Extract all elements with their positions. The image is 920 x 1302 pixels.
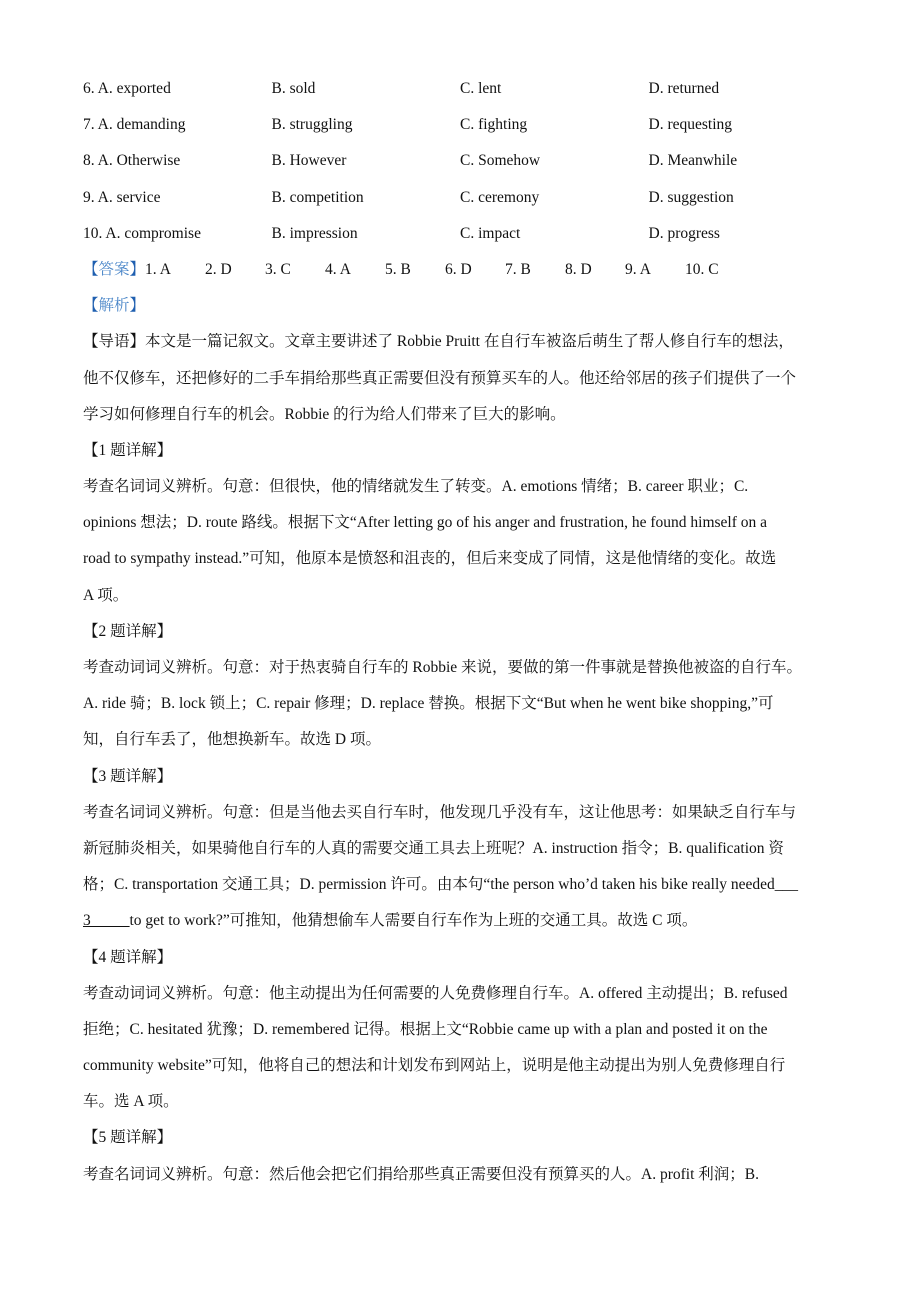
text-line: 考查名词词义辨析。句意：但很快，他的情绪就发生了转变。A. emotions 情绪；B. career 职业；C. — [83, 478, 749, 496]
option: 9. A. service — [83, 188, 161, 206]
option: C. lent — [460, 80, 502, 97]
option-row — [83, 216, 843, 252]
blank: ___ — [774, 876, 799, 894]
text-line: 考查名词词义辨析。句意：但是当他去买自行车时，他发现几乎没有车，这让他思考：如果缺乏自行车与 — [83, 803, 797, 821]
option: B. However — [271, 152, 347, 170]
answer-item: 10. C — [685, 260, 719, 278]
text-line: A 项。 — [83, 586, 129, 604]
answer-item: 1. A — [145, 260, 171, 278]
document-page — [83, 71, 843, 1193]
answer-item: 3. C — [265, 260, 291, 278]
answer-line — [83, 252, 843, 288]
text-line: road to sympathy instead.”可知，他原本是愤怒和沮丧的，但后来变成了同情，这是他情绪的变化。故选 — [83, 550, 777, 568]
option: B. impression — [271, 224, 358, 242]
text-line: community website”可知，他将自己的想法和计划发布到网站上，说明是他主动提出为别人免费修理自行 — [83, 1057, 786, 1075]
detail-heading: 【5 题详解】 — [83, 1129, 173, 1147]
option: D. requesting — [648, 116, 733, 134]
guide-label: 【导语】 — [83, 333, 146, 351]
answer-item: 4. A — [325, 260, 351, 278]
analysis-tag: 【解析】 — [83, 297, 146, 315]
option: C. impact — [460, 224, 521, 242]
answer-item: 5. B — [385, 260, 411, 278]
text-line: 车。选 A 项。 — [83, 1093, 179, 1111]
option: C. Somehow — [460, 152, 541, 170]
option-row — [83, 143, 843, 179]
option: B. competition — [271, 188, 364, 206]
text-line: 【导语】本文是一篇记叙文。文章主要讲述了 Robbie Pruitt 在自行车被盗后萌生了帮人修自行车的想法， — [83, 333, 794, 351]
text-line: 考查动词词义辨析。句意：他主动提出为任何需要的人免费修理自行车。A. offered 主动提出；B. refused — [83, 984, 788, 1002]
answer-item: 2. D — [205, 260, 232, 278]
text-line: A. ride 骑；B. lock 锁上；C. repair 修理；D. replace 替换。根据下文“But when he went bike shopping,”可 — [83, 695, 774, 713]
text-line: 考查动词词义辨析。句意：对于热衷骑自行车的 Robbie 来说，要做的第一件事就是替换他被盗的自行车。 — [83, 659, 803, 676]
detail-heading: 【3 题详解】 — [83, 767, 173, 785]
option: 10. A. compromise — [83, 224, 201, 242]
detail-heading: 【1 题详解】 — [83, 441, 173, 459]
option: 7. A. demanding — [83, 116, 186, 134]
text-line: 考查名词词义辨析。句意：然后他会把它们捐给那些真正需要但没有预算买的人。A. profit 利润；B. — [83, 1165, 759, 1183]
option: B. struggling — [271, 116, 353, 134]
text-line: 新冠肺炎相关，如果骑他自行车的人真的需要交通工具去上班呢？A. instruction 指令；B. qualification 资 — [83, 839, 784, 857]
option: D. suggestion — [648, 188, 734, 206]
option-row — [83, 71, 843, 107]
option-row — [83, 107, 843, 143]
text-line: 格；C. transportation 交通工具；D. permission 许可。由本句“the person who’d taken his bike really needed___ — [83, 876, 799, 894]
option: C. ceremony — [460, 188, 540, 206]
option: B. sold — [271, 80, 316, 97]
answer-item: 6. D — [445, 260, 472, 278]
text-line: opinions 想法；D. route 路线。根据下文“After letting go of his anger and frustration, he found himself on a — [83, 514, 768, 532]
answer-item: 7. B — [505, 260, 531, 278]
option: 6. A. exported — [83, 80, 171, 97]
option: 8. A. Otherwise — [83, 152, 181, 170]
option: C. fighting — [460, 116, 528, 134]
detail-heading: 【2 题详解】 — [83, 622, 173, 640]
answer-item: 9. A — [625, 260, 651, 278]
text-line: 3_____to get to work?”可推知，他猜想偷车人需要自行车作为上班的交通工具。故选 C 项。 — [83, 912, 698, 930]
answer-tag: 【答案】 — [83, 260, 146, 278]
option: D. returned — [648, 80, 720, 97]
blank: 3_____ — [83, 912, 130, 930]
option: D. progress — [648, 224, 720, 242]
text-line: 拒绝；C. hesitated 犹豫；D. remembered 记得。根据上文“Robbie came up with a plan and posted it on the — [83, 1020, 768, 1038]
detail-heading: 【4 题详解】 — [83, 948, 173, 966]
option: D. Meanwhile — [648, 152, 738, 170]
text-line: 知，自行车丢了，他想换新车。故选 D 项。 — [83, 731, 381, 749]
option-row — [83, 180, 843, 216]
text-line: 他不仅修车，还把修好的二手车捐给那些真正需要但没有预算买车的人。他还给邻居的孩子们提供了一个 — [83, 369, 797, 387]
answer-item: 8. D — [565, 260, 592, 278]
guide-paragraph — [83, 324, 843, 433]
text-line: 学习如何修理自行车的机会。Robbie 的行为给人们带来了巨大的影响。 — [83, 405, 566, 423]
